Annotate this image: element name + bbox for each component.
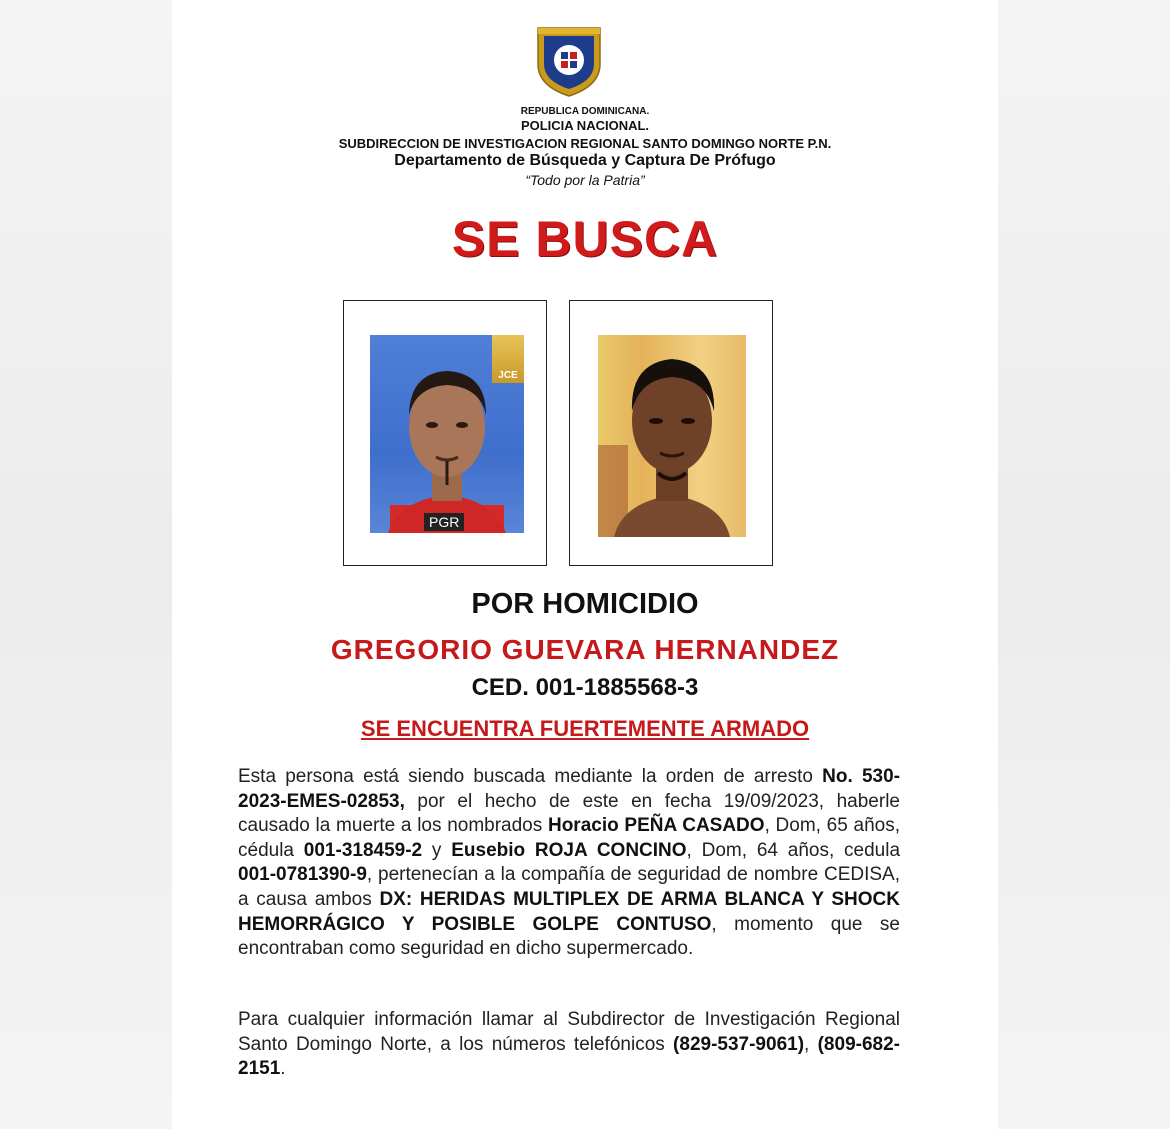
text-segment: , [804, 1033, 818, 1055]
victim-1-cedula: 001-318459-2 [303, 839, 423, 861]
id-photo [370, 335, 524, 533]
diagnosis: DX: HERIDAS MULTIPLEX DE ARMA BLANCA Y SHOCK HEMORRÁGICO Y POSIBLE GOLPE CONTUSO [238, 888, 900, 935]
text-segment: Esta persona está siendo buscada mediante la orden de arresto [238, 766, 823, 787]
text-segment: , Dom, 65 años, cédula [238, 815, 900, 861]
phone-number-1: (829-537-9061) [673, 1033, 805, 1055]
victim-2-name: Eusebio ROJA CONCINO [451, 839, 687, 861]
police-emblem-icon [530, 24, 608, 98]
text-segment: Para cualquier información llamar al Subdirector de Investigación Regional Santo Domingo Norte, a los números telefónicos [238, 1009, 900, 1055]
header-motto: “Todo por la Patria” [525, 172, 645, 188]
victim-1-name: Horacio PEÑA CASADO [547, 815, 765, 837]
header-country: REPUBLICA DOMINICANA. [520, 106, 650, 117]
background-right [998, 0, 1170, 1129]
header-department: Departamento de Búsqueda y Captura De Prófugo [394, 152, 776, 169]
text-segment: , momento que se encontraban como seguridad en dicho supermercado. [238, 913, 900, 960]
text-segment: , pertenecían a la compañía de seguridad de nombre CEDISA, a causa ambos [238, 864, 900, 910]
recent-photo [598, 335, 746, 537]
text-segment: . [280, 1058, 286, 1080]
arrest-order-number: No. 530-2023-EMES-02853, [238, 766, 900, 812]
description-paragraph [238, 765, 900, 962]
charge: POR HOMICIDIO [471, 588, 699, 620]
photo-frame-id [343, 300, 547, 566]
header-subdirection: SUBDIRECCION DE INVESTIGACION REGIONAL SANTO DOMINGO NORTE P.N. [338, 136, 832, 151]
phone-number-2: (809-682-2151 [238, 1033, 900, 1080]
text-segment: y [422, 839, 452, 861]
armed-warning: SE ENCUENTRA FUERTEMENTE ARMADO [360, 716, 810, 741]
wanted-poster [172, 0, 998, 1129]
text-segment: , Dom, 64 años, cedula [686, 839, 901, 861]
text-segment: por el hecho de este en fecha 19/09/2023, haberle causado la muerte a los nombrados [238, 790, 900, 837]
photo-frame-recent [569, 300, 773, 566]
header-institution: POLICIA NACIONAL. [520, 118, 650, 133]
jce-badge: JCE [492, 335, 524, 383]
pgr-label: PGR [424, 513, 464, 531]
victim-2-cedula: 001-0781390-9 [238, 864, 367, 886]
contact-paragraph [238, 1008, 900, 1082]
poster-title: SE BUSCA [451, 211, 719, 267]
cedula-number: CED. 001-1885568-3 [471, 674, 699, 701]
background-left [0, 0, 172, 1129]
fugitive-name: GREGORIO GUEVARA HERNANDEZ [330, 634, 840, 665]
